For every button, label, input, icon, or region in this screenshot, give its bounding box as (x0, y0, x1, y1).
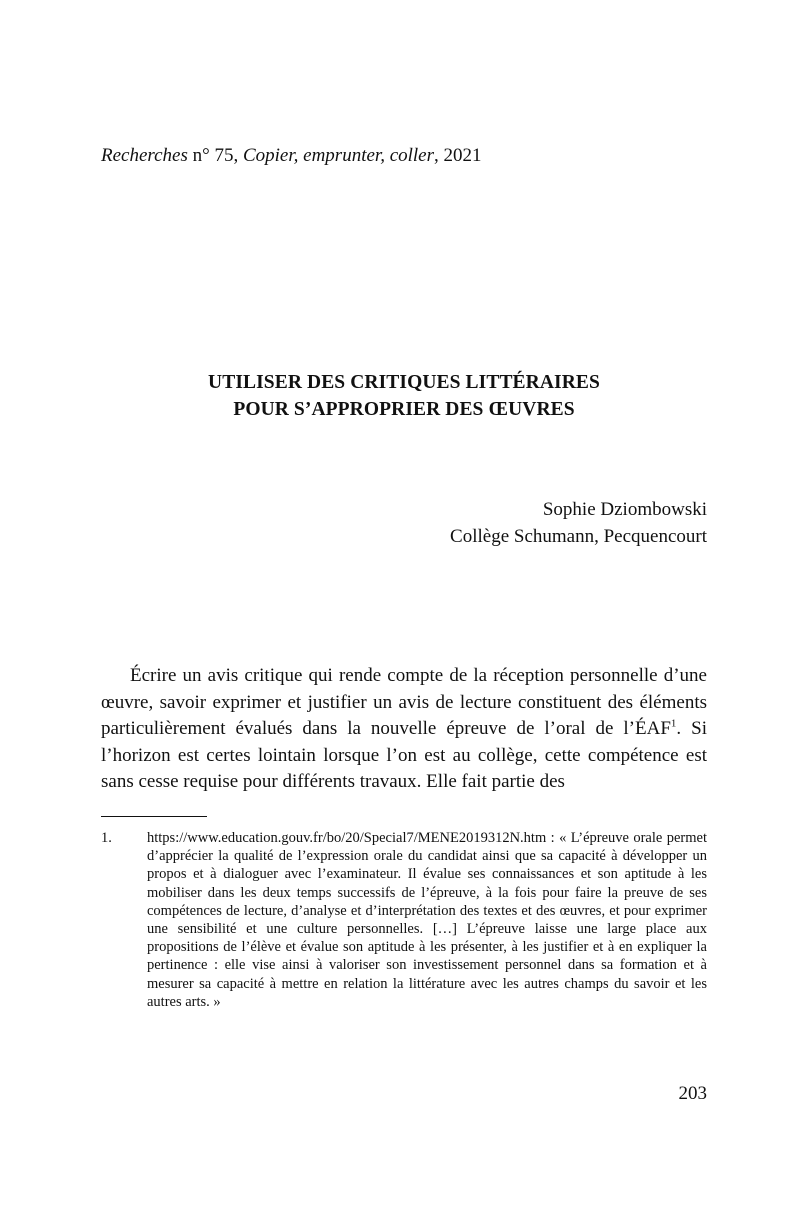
issue-year: , 2021 (434, 145, 482, 166)
author-block (450, 496, 707, 550)
footnote-text: https://www.education.gouv.fr/bo/20/Special7/MENE2019312N.htm : « L’épreuve orale permet d’apprécier la qualité de l’expression orale du candidat ainsi que sa capacité à développer un propos et à dialoguer avec l’examinateur. Il évalue ses connaissances et son aptitude à les mobiliser dans les deux temps successifs de l’épreuve, à la fois pour faire la preuve de ses compétences de lecture, d’analyse et d’interprétation des textes et des œuvres, et pour exprimer une sensibilité et une culture personnelles. […] L’épreuve laisse une large place aux propositions de l’élève et évalue son aptitude à les présenter, à les justifier et à en expliquer la pertinence : elle vise ainsi à valoriser son investissement personnel dans sa formation et à mesurer sa capacité à mettre en relation la littérature avec les autres champs du savoir et les autres arts. » (147, 830, 707, 1010)
footnote-separator (101, 816, 207, 817)
running-head (101, 145, 482, 167)
issue-number: n° 75, (187, 145, 243, 166)
article-title-line-1: UTILISER DES CRITIQUES LITTÉRAIRES (208, 372, 600, 393)
body-paragraph (101, 663, 707, 796)
footnote-number: 1. (101, 830, 112, 846)
footnote-reference[interactable]: 1 (670, 717, 677, 730)
page-number: 203 (678, 1083, 707, 1104)
article-title-line-2: POUR S’APPROPRIER DES ŒUVRES (233, 399, 575, 420)
author-affiliation: Collège Schumann, Pecquencourt (450, 526, 707, 547)
footnote (101, 829, 707, 1011)
journal-name: Recherches (101, 145, 188, 166)
issue-theme: Copier, emprunter, coller (242, 145, 435, 166)
author-name: Sophie Dziombowski (542, 499, 707, 520)
article-title (101, 369, 707, 423)
body-text-before-note: Écrire un avis critique qui rende compte de la réception personnelle d’une œuvre, savoir exprimer et justifier un avis de lecture constituent des éléments particulièrement évalués dans la nouvelle épreuve de l’oral de l’ÉAF (101, 665, 707, 739)
body-text-after-note: . Si l’horizon est certes lointain lorsque l’on est au collège, cette compétence est sans cesse requise pour différents travaux. Elle fait partie des (101, 718, 707, 792)
